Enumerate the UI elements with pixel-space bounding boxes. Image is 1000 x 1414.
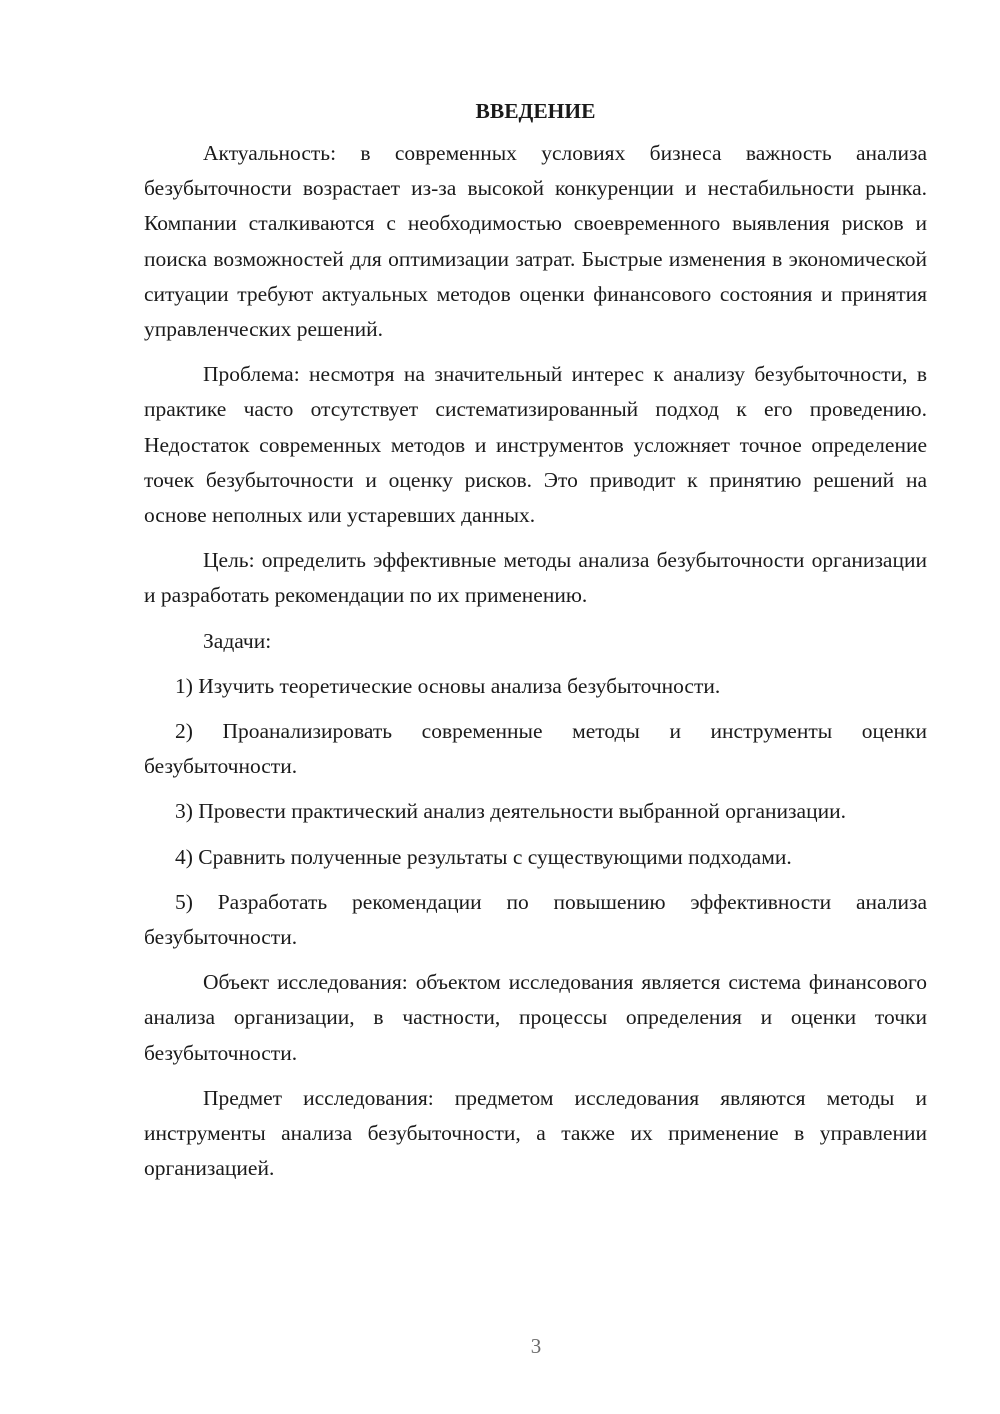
task-item-1: 1) Изучить теоретические основы анализа безубыточности. xyxy=(175,673,721,698)
page-number: 3 xyxy=(530,1334,542,1358)
paragraph-problem: Проблема: несмотря на значительный интерес к анализу безубыточности, в практике часто отсутствует систематизированный подход к его проведению. Недостаток современных методов и инструментов усложняет точное определение точек безубыточности и оценку рисков. Это приводит к принятию решений на основе неполных или устаревших данных. xyxy=(144,362,927,528)
paragraph-relevance: Актуальность: в современных условиях бизнеса важность анализа безубыточности возрастает из-за высокой конкуренции и нестабильности рынка. Компании сталкиваются с необходимостью своевременного выявления рисков и поиска возможностей для оптимизации затрат. Быстрые изменения в экономической ситуации требуют актуальных методов оценки финансового состояния и принятия управленческих решений. xyxy=(144,141,927,342)
paragraph-subject: Предмет исследования: предметом исследования являются методы и инструменты анализа безубыточности, а также их применение в управлении организацией. xyxy=(144,1085,927,1181)
task-item-3: 3) Провести практический анализ деятельности выбранной организации. xyxy=(175,799,846,824)
task-item-4: 4) Сравнить полученные результаты с существующими подходами. xyxy=(175,844,792,869)
paragraph-object: Объект исследования: объектом исследования является система финансового анализа организации, в частности, процессы определения и оценки точки безубыточности. xyxy=(144,970,927,1065)
task-item-2: 2) Проанализировать современные методы и инструменты оценки безубыточности. xyxy=(144,719,927,779)
task-item-5: 5) Разработать рекомендации по повышению эффективности анализа безубыточности. xyxy=(144,889,927,950)
tasks-heading: Задачи: xyxy=(203,628,272,653)
document-body xyxy=(144,94,927,1196)
paragraph-goal: Цель: определить эффективные методы анализа безубыточности организации и разработать рекомендации по их применению. xyxy=(144,548,927,608)
section-title: ВВЕДЕНИЕ xyxy=(475,99,596,123)
